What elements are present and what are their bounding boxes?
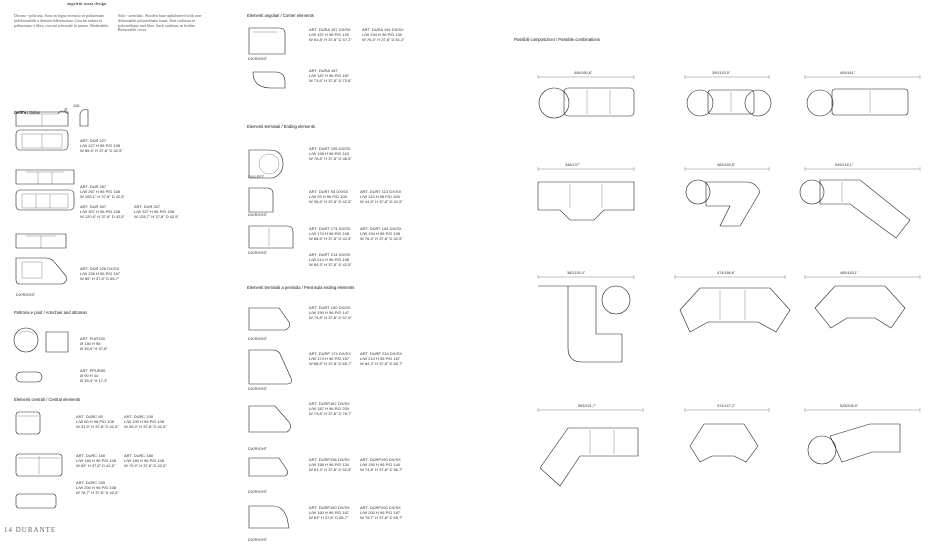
combination-dim-8: 474/186,6" [717, 271, 736, 275]
corner-187-spec: ART. DURA 187 L/W 187 H 96 P/D 187 W 73,6" H 37,8" D 73,6" [309, 68, 352, 83]
central-100-spec: ART. DURC 100 L/W 100 H 96 P/D 108 W 39,4" H 37,8" D 42,5" [124, 414, 167, 429]
section-title-peninsula: Elementi terminali a penisola / Peninsula ending elements [247, 285, 355, 290]
combination-12 [808, 424, 900, 464]
ending-93-spec: ART. DURT 93 DX/SX L/W 93 H 96 P/D 108 W 36,6" H 37,8" D 42,5" [309, 189, 352, 204]
sofa-227-front [16, 111, 68, 126]
sofa-267-top [16, 190, 74, 210]
peninsula-190b-spec: ART. DURP190 DX/SX L/W 190 H 96 P/D 144 W 74,8" H 37,8" D 56,7" [360, 457, 403, 472]
sofa-226-front [16, 234, 66, 248]
peninsula-160-spec: ART. DURP160 DX/SX L/W 160 H 96 P/D 167 W 63" H 37,8" D 65,7" [309, 505, 350, 520]
combination-dim-2: 390/153,5" [712, 71, 731, 75]
page-number: 14 [4, 526, 13, 534]
sofa-227-top [16, 130, 68, 150]
peninsula-187-side: DX/RIGHT [248, 446, 268, 451]
peninsula-187-spec: ART. DURP187 DX/SX L/W 187 H 96 P/D 200 W 73,6" H 37,8" D 78,7" [309, 401, 352, 416]
intro-text-en: Sofa - armchair. Wooden base upholstered with non-deformable polyurethane foam. Seat cushions in polyurethane and fibre, back cushions in feather. Removable cover. [118, 13, 203, 33]
corner-157-side: DX/RIGHT [248, 56, 268, 61]
ending-195-spec: ART. DURT 195 DX/SX L/W 195 H 96 P/D 118 W 76,8" H 37,8" D 46,5" [309, 146, 352, 161]
peninsula-156-spec: ART. DURP156 DX/SX L/W 156 H 96 P/D 134 W 61,4" H 37,8" D 52,8" [309, 457, 352, 472]
sofa-side-view [80, 110, 88, 127]
combination-dim-7: 382/150,4" [567, 271, 586, 275]
ending-93-side: DX/RIGHT [248, 212, 268, 217]
section-title-corner: Elementi angolari / Corner elements [247, 13, 314, 18]
armchair-pur130-spec: ART. PUR130 Ø 130 H 96 Ø 39,4" H 37,8" [80, 336, 108, 351]
ending-drawings [247, 140, 307, 260]
peninsula-200-spec: ART. DURP200 DX/SX L/W 200 H 96 P/D 167 W 78,7" H 37,8" D 65,7" [360, 505, 403, 520]
combination-dim-11: 374/147,2" [717, 404, 736, 408]
ending-113-spec: ART. DURT 113 DX/SX L/W 113 H 96 P/D 108 W 44,5" H 37,8" D 42,5" [360, 189, 403, 204]
central-80-spec: ART. DURC 80 L/W 80 H 96 P/D 108 W 31,5" H 37,8" D 42,5" [76, 414, 119, 429]
central-180-spec: ART. DURC 180 L/W 180 H 96 P/D 108 W 70,9" H 37,8" D 42,5" [124, 453, 167, 468]
combination-11 [690, 424, 758, 462]
corner-157-spec: ART. DURA 157 DX/SX L/W 157 H 96 P/D 120 W 61,8" H 37,8" D 47,2" [309, 27, 352, 42]
peninsula-174-spec: ART. DURP 174 DX/SX L/W 174 H 96 P/D 167 W 68,5" H 37,8" D 65,7" [309, 351, 352, 366]
combination-dim-1: 406/160,8" [574, 71, 593, 75]
designer-name: angeletti ruzza design [67, 1, 107, 6]
combination-6 [800, 180, 910, 238]
ending-174-side: DX/RIGHT [248, 250, 268, 255]
combination-7 [538, 286, 630, 362]
ending-194-spec: ART. DURT 194 DX/SX L/W 194 H 96 P/D 108 W 76,4" H 37,8" D 42,5" [360, 226, 403, 241]
ottoman-ppur90-spec: ART. PPUR90 Ø 90 H 44 Ø 35,4" H 17,3" [80, 368, 108, 383]
peninsula-190-spec: ART. DURT 190 DX/SX L/W 190 H 96 P/D 147 W 74,8" H 37,8" D 57,9" [309, 305, 352, 320]
combination-3 [807, 89, 908, 116]
intro-text-it: Divano - poltrona. Sono in legno rivestito in poliuretano indeformabile a densità differenziata. Cuscini seduta in poliuretano e fibra, cuscini schienale in piuma. Sfoderabile. [14, 13, 110, 28]
combination-dim-6: 549/216,1" [835, 163, 854, 167]
brand-name: DURANTE [15, 526, 57, 534]
combination-9 [815, 286, 905, 328]
section-title-armchair: Poltrona e pouf / Armchair and ottoman [14, 310, 87, 315]
combination-dim-9: 465/183,1" [840, 271, 859, 275]
section-title-sofas: Divani / Sofas [14, 110, 40, 115]
peninsula-156-side: DX/RIGHT [248, 489, 268, 494]
sofa-226-top [16, 258, 67, 284]
combination-dim-4: 348/137" [565, 163, 581, 167]
peninsula-214-spec: ART. DURP 214 DX/SX L/W 214 H 96 P/D 167 W 84,3" H 37,8" D 65,7" [360, 351, 403, 366]
combination-4 [538, 182, 634, 220]
section-title-ending: Elementi terminali / Ending elements [247, 124, 315, 129]
combination-dim-12: 525/206,9" [840, 404, 859, 408]
peninsula-174-side: DX/RIGHT [248, 386, 268, 391]
ending-174-spec: ART. DURT 174 DX/SX L/W 174 H 96 P/D 108 W 68,5" H 37,8" D 42,5" [309, 226, 352, 241]
combination-dim-5: 383/150,8" [717, 163, 736, 167]
corner-194-spec: ART. DURA 194 DX/SX L/W 194 H 96 P/D 130 W 76,4" H 37,8" D 51,2" [362, 27, 405, 42]
combination-dim-3: 409/161" [840, 71, 856, 75]
combination-10 [540, 428, 638, 486]
dimension-lines [538, 75, 920, 412]
sofa-327-spec: ART. DUR 327 L/W 327 H 96 P/D 108 W 128,7" H 37,8" D 42,5" [134, 204, 179, 219]
combination-1 [539, 88, 634, 118]
combination-5 [686, 180, 760, 226]
combination-2 [687, 90, 771, 116]
peninsula-190-side: DX/RIGHT [248, 336, 268, 341]
sofa-226-spec: ART. DUR 226 DX/SX L/W 226 H 96 P/D 167 W 89" H 37,8" D 65,7" [80, 266, 121, 281]
sofa-side-height: 96 [64, 107, 69, 113]
section-title-combinations: Possibili composizioni / Possible combinations [514, 37, 600, 42]
sofa-227-spec: ART. DUR 227 L/W 227 H 96 P/D 108 W 89,4" H 37,8" D 42,5" [80, 138, 123, 153]
page-footer [4, 526, 56, 534]
section-title-central: Elementi centrali / Central elements [14, 397, 81, 402]
sofa-267-spec: ART. DUR 267 L/W 267 H 96 P/D 108 W 105,1" H 37,8" D 42,5" [80, 184, 125, 199]
ending-195-side: SX/LEFT [248, 174, 265, 179]
peninsula-160-side: DX/RIGHT [248, 537, 268, 542]
combination-drawings [530, 70, 930, 510]
sofa-226-side-label: DX/RIGHT [16, 292, 36, 297]
combination-8 [680, 288, 790, 332]
sofa-side-depth: 108 [73, 104, 80, 108]
central-160-spec: ART. DURC 160 L/W 160 H 96 P/D 108 W 63" H 37,8" D 42,5" [76, 453, 117, 468]
combination-dim-10: 563/221,7" [578, 404, 597, 408]
sofa-267-front [16, 170, 74, 184]
central-200-spec: ART. DURC 200 L/W 200 H 96 P/D 108 W 78,7" H 37,8" D 42,5" [76, 480, 119, 495]
ending-214-spec: ART. DURT 214 DX/SX L/W 214 H 96 P/D 108 W 84,3" H 37,8" D 42,5" [309, 252, 352, 267]
sofa-307-spec: ART. DUR 307 L/W 307 H 96 P/D 108 W 120,9" H 37,8" D 42,5" [80, 204, 125, 219]
